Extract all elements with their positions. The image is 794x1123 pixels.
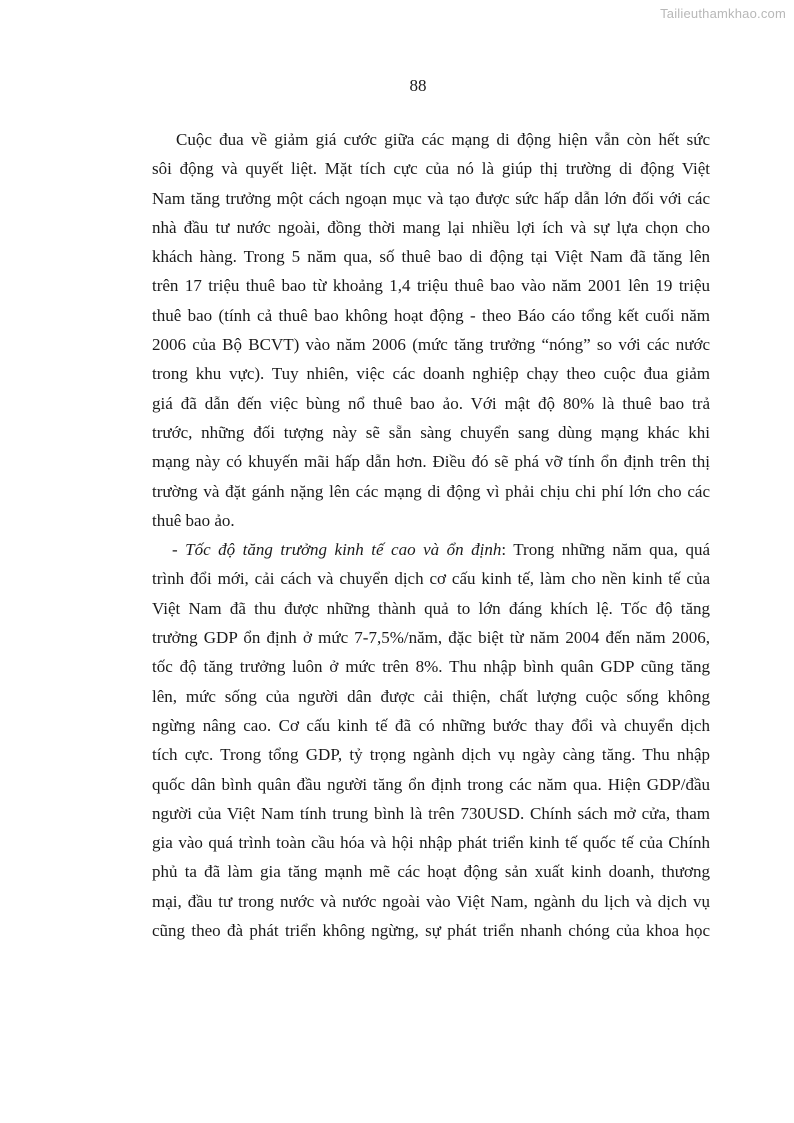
text-line: trường và đặt gánh nặng lên các mạng di động vì phải chịu chi phí lớn cho các <box>152 481 710 501</box>
text-line: giá đã dẫn đến việc bùng nổ thuê bao ảo. Với mật độ 80% là thuê bao trả <box>152 393 710 413</box>
section-heading: Tốc độ tăng trưởng kinh tế cao và ổn định <box>185 540 502 560</box>
text-line: tốc độ tăng trưởng luôn ở mức trên 8%. Thu nhập bình quân GDP cũng tăng <box>152 657 710 677</box>
text-line: Cuộc đua về giảm giá cước giữa các mạng di động hiện vẫn còn hết sức <box>176 130 710 149</box>
text-line: trưởng GDP ổn định ở mức 7-7,5%/năm, đặc biệt từ năm 2004 đến năm 2006, <box>152 628 710 648</box>
text-line: trước, những đối tượng này sẽ sẵn sàng chuyển sang dùng mạng khác khi <box>152 422 710 442</box>
watermark: Tailieuthamkhao.com <box>660 6 786 21</box>
text-line: mạng này có khuyến mãi hấp dẫn hơn. Điều đó sẽ phá vỡ tính ổn định trên thị <box>152 452 710 472</box>
text-line: phủ ta đã làm gia tăng mạnh mẽ các hoạt động sản xuất kinh doanh, thương <box>152 862 710 882</box>
text-line: sôi động và quyết liệt. Mặt tích cực của nó là giúp thị trường di động Việt <box>152 159 710 179</box>
text-line: ngừng nâng cao. Cơ cấu kinh tế đã có những bước thay đổi và chuyển dịch <box>152 715 710 735</box>
body-text <box>152 125 710 945</box>
text-line: trình đổi mới, cải cách và chuyển dịch cơ cấu kinh tế, làm cho nền kinh tế của <box>152 569 710 589</box>
text-line: thuê bao (tính cả thuê bao không hoạt động - theo Báo cáo tổng kết cuối năm <box>152 305 710 325</box>
text-line: gia vào quá trình toàn cầu hóa và hội nhập phát triển kinh tế quốc tế của Chính <box>152 833 710 853</box>
text-line: cũng theo đà phát triển không ngừng, sự phát triển nhanh chóng của khoa học <box>152 921 710 941</box>
text-line: khách hàng. Trong 5 năm qua, số thuê bao di động tại Việt Nam đã tăng lên <box>152 247 710 267</box>
text-line: trên 17 triệu thuê bao từ khoảng 1,4 triệu thuê bao vào năm 2001 lên 19 triệu <box>152 276 710 296</box>
text-line: người của Việt Nam tính trung bình là trên 730USD. Chính sách mở cửa, tham <box>152 803 710 823</box>
text-line: trong khu vực). Tuy nhiên, việc các doanh nghiệp chạy theo cuộc đua giảm <box>152 364 710 384</box>
text-line: mại, đầu tư trong nước và nước ngoài vào Việt Nam, ngành du lịch và dịch vụ <box>152 891 710 911</box>
text-line: lên, mức sống của người dân được cải thiện, chất lượng cuộc sống không <box>152 686 710 706</box>
text-line: quốc dân bình quân đầu người tăng ổn định trong các năm qua. Hiện GDP/đầu <box>152 774 710 794</box>
heading-prefix: - <box>172 540 186 560</box>
text-line: thuê bao ảo. <box>152 510 235 530</box>
heading-rest: : Trong những năm qua, quá <box>501 540 710 560</box>
text-line: Nam tăng trưởng một cách ngoạn mục và tạo được sức hấp dẫn lớn đối với các <box>152 188 710 208</box>
page-number: 88 <box>409 76 427 95</box>
text-line: tích cực. Trong tổng GDP, tỷ trọng ngành dịch vụ ngày càng tăng. Thu nhập <box>152 745 710 765</box>
section-heading-line <box>152 535 710 564</box>
text-line: 2006 của Bộ BCVT) vào năm 2006 (mức tăng trưởng “nóng” so với các nước <box>152 335 710 355</box>
text-line: Việt Nam đã thu được những thành quả to lớn đáng khích lệ. Tốc độ tăng <box>152 598 710 618</box>
text-line: nhà đầu tư nước ngoài, đồng thời mang lại nhiều lợi ích và sự lựa chọn cho <box>152 217 710 237</box>
